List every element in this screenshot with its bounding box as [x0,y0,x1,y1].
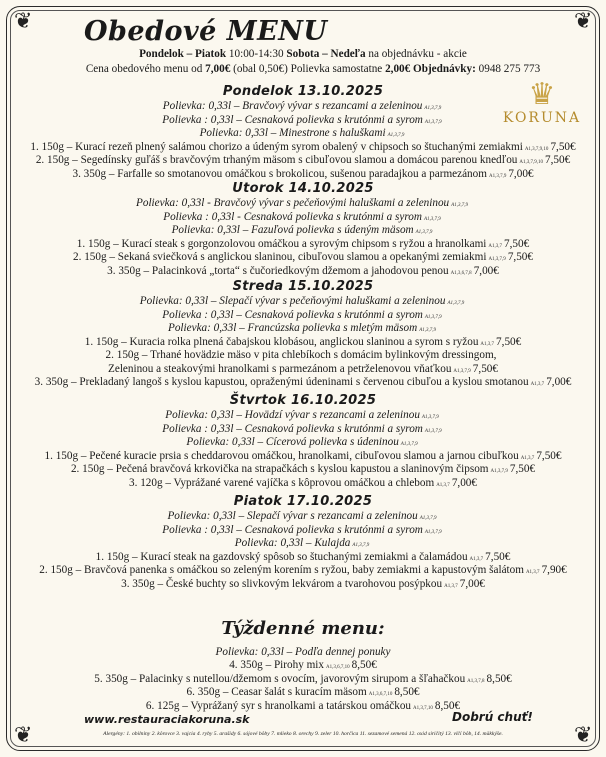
soup-allergens: A1,3,7,9 [447,301,465,306]
weekly-item-allergens: A1,3,6,7,10 [326,665,350,670]
soup-text: Polievka : 0,33l – Cesnaková polievka s krutónmi a syrom [162,422,423,435]
soup-item [0,436,606,448]
soup-item [0,127,606,139]
dish-text: 3. 120g – Vyprážané varené vajíčka s kôprovou omáčkou a chlebom [129,476,435,489]
soup-item [0,309,606,321]
dish-price: 7,00€ [451,476,477,489]
order-label: Objednávky: [413,63,476,75]
soup-item [0,409,606,421]
weekly-item-text: 5. 350g – Palacinky s nutellou/džemom s ovocím, javorovým sirupom a šľahačkou [94,672,466,685]
soup-text: Polievka : 0,33l – Cesnaková polievka s krutónmi a syrom [162,113,423,126]
weekly-item-price: 8,50€ [351,659,377,671]
menu-price: 7,00€ [205,63,231,75]
soup-text: Polievka: 0,33l – Cícerová polievka s údeninou [186,436,399,448]
dish-price: 7,00€ [473,264,499,277]
dish-price: 7,50€ [550,140,576,153]
soup-text: Polievka: 0,33l – Slepačí vývar s pečeňovými haluškami a zeleninou [139,295,446,307]
price-line [10,63,606,75]
dish-text: 3. 350g – Palacinková „torta“ s čučoriedkovým džemom a jahodovou penou [107,264,449,277]
dish-allergens: A1,3,7 [530,382,545,387]
dish-allergens: A1,3,7 [525,570,540,575]
main-dish-item [0,336,606,348]
soup-allergens: A1,3,7,9 [421,415,439,420]
soup-text: Polievka: 0,33l – Kulajda [234,537,351,549]
soup-allergens: A1,3,7,9 [424,428,442,434]
soup-text: Polievka: 0,33l – Francúzska polievka s mletým mäsom [168,322,418,334]
main-dish-item [0,141,606,153]
dish-price: 7,50€ [509,463,536,475]
dish-text: 1. 150g – Kurací steak s gorgonzolovou omáčkou a syrovým chipsom s ryžou a hranolkami [76,237,487,250]
soup-allergens: A1,3,7,9 [419,328,436,333]
soup-allergens: A1,3,7,9 [400,442,418,447]
main-dish-item [0,477,606,489]
dish-text: 1. 150g – Kuracia rolka plnená čabajskou klobásou, anglickou slaninou a syrom s ryžou [84,335,479,348]
weekly-item [0,673,606,685]
weekly-item [0,686,606,698]
soup-allergens: A1,3,7,9 [352,543,370,548]
dish-text: 2. 150g – Sekaná sviečková s anglickou slaninou, cibuľovou slamou a opekanými zemiakmi [73,251,487,263]
dish-price: 7,50€ [545,154,571,166]
dish-text: 3. 350g – Prekladaný langoš s kyslou kapustou, opraženými údeninami s červenou cibuľou a kyslou smotanou [34,376,529,388]
dish-price: 7,00€ [508,167,534,180]
soup-item [0,537,606,549]
main-dish-item [0,376,606,388]
phone-number: 0948 275 773 [475,63,541,75]
ornament-top-right-icon: ❦ [574,8,593,33]
dish-price: 7,00€ [459,577,485,590]
day-heading: Utorok 14.10.2025 [232,181,374,196]
logo-name: KORUNA [502,110,582,126]
ornament-bottom-right-icon: ❦ [574,722,593,747]
dish-allergens: A1,3,7,9 [490,469,508,474]
main-dish-item [0,349,606,361]
dish-price: 7,00€ [546,376,572,388]
day-heading: Piatok 17.10.2025 [233,494,373,509]
goodbye-text: Dobrú chuť! [452,710,533,724]
dish-allergens: A1,3,7,9 [488,257,506,262]
soup-text: Polievka : 0,33l – Cesnaková polievka s krutónmi a syrom [162,308,423,321]
soup-text: Polievka: 0,33l – Minestrone s haluškami [199,127,386,139]
day-heading: Štvrtok 16.10.2025 [229,393,377,408]
price-text-2: (obal 0,50€) Polievka samostatne [230,63,386,75]
soup-text: Polievka : 0,33l – Cesnaková polievka s krutónmi a syrom [162,523,423,536]
dish-price: 7,50€ [496,335,522,348]
main-dish-item [0,168,606,180]
weekly-soup: Polievka: 0,33l – Podľa dennej ponuky [215,646,391,658]
soup-item [0,423,606,435]
main-dish-item [0,251,606,263]
dish-text: 3. 350g – Farfalle so smotanovou omáčkou s brokolicou, sušenou paradajkou a parmezánom [72,167,487,180]
main-dish-item [0,578,606,590]
dish-allergens: A1,3,7 [436,482,450,488]
weekly-menu-title: Týždenné menu: [221,618,385,639]
dish-allergens: A1,3,7,9,10 [524,146,549,152]
dish-allergens: A1,3,7,9,10 [519,160,544,165]
soup-item [0,211,606,223]
dish-price: 7,50€ [504,237,530,250]
dish-allergens: A1,3,6,7,8 [450,270,472,276]
allergen-legend: Alergény: 1. obilniny 2. kôrovce 3. vajcia 4. ryby 5. arašidy 6. sójové bôby 7. mlieko 8. orechy 9. zeler 10. horčica 11. sezamové semená 12. oxid siričitý 13. vlčí bôb, 14. mäkkýše. [103,731,503,737]
weekly-item-text: 6. 125g – Vyprážaný syr s hranolkami a tatárskou omáčkou [145,699,412,712]
soup-text: Polievka: 0,33l - Bravčový vývar s pečeňovými haluškami a zeleninou [136,197,450,209]
soup-text: Polievka: 0,33l – Hovädzí vývar s rezancami a zeleninou [165,409,420,421]
weekday-label: Pondelok – Piatok [139,48,227,60]
dish-price: 7,50€ [507,251,533,263]
main-dish-item [0,450,606,462]
soup-allergens: A1,3,7,9 [387,133,405,138]
dish-text: 1. 150g – Pečené kuracie prsia s cheddarovou omáčkou, hranolkami, cibuľovou slamou a jarnou cibuľkou [44,449,519,462]
weekly-item-allergens: A1,3,7,8 [467,678,485,684]
dish-text: 2. 150g – Trhané hovädzie mäso v pita chlebíkoch s domácim bylinkovým dressingom, [105,349,497,361]
soup-allergens: A1,3,7,9 [424,119,442,125]
soup-text: Polievka: 0,33l – Fazuľová polievka s údeným mäsom [171,224,414,236]
dish-text: 2. 150g – Segedínsky guľáš s bravčovým trhaným mäsom s cibuľovou slamou a domácou parenou knedľou [35,154,518,166]
weekly-item-price: 8,50€ [434,699,461,712]
dish-text: 2. 150g – Bravčová panenka s omáčkou so zeleným korením s ryžou, baby zemiakmi a kapustovým šalátom [39,564,524,576]
dish-allergens: A1,3,7 [488,243,503,249]
weekly-item-allergens: A1,3,7,10 [413,705,433,711]
soup-allergens: A1,3,7,9 [424,529,442,535]
dish-text: Zeleninou a steakovými hranolkami s parmezánom a petrželenovou vňaťkou [108,362,452,375]
main-dish-item [0,238,606,250]
soup-allergens: A1,3,7,9 [415,230,433,235]
soup-allergens: A1,3,7,9 [424,314,442,320]
dish-price: 7,50€ [472,362,498,375]
weekly-item [0,659,606,671]
main-dish-item [0,154,606,166]
dish-allergens: A1,3,7 [469,556,484,562]
soup-allergens: A1,3,7,9 [419,516,437,521]
ornament-top-left-icon: ❦ [14,8,33,33]
soup-item [0,322,606,334]
weekly-item-allergens: A1,3,6,7,10 [368,692,393,697]
weekday-hours: 10:00-14:30 [226,48,287,60]
dish-price: 7,50€ [485,550,511,563]
weekly-item-text: 6. 350g – Ceasar šalát s kuracím mäsom [186,686,367,698]
main-dish-item [0,564,606,576]
soup-text: Polievka : 0,33l - Cesnaková polievka s krutónmi a syrom [163,210,422,223]
dish-allergens: A1,3,7 [480,341,495,347]
main-dish-item [0,551,606,563]
dish-allergens: A1,3,7 [444,583,458,589]
soup-item [0,295,606,307]
soup-allergens: A1,3,7,9 [423,216,441,222]
day-heading: Pondelok 13.10.2025 [222,84,384,99]
main-dish-item [0,363,606,375]
price-text-1: Cena obedového menu od [85,63,206,75]
dish-price: 7,90€ [541,564,567,576]
soup-item [0,524,606,536]
hours-line [0,48,606,60]
soup-text: Polievka: 0,33l – Bravčový vývar s rezancami a zeleninou [162,100,423,112]
soup-text: Polievka: 0,33l – Slepačí vývar s rezancami a zeleninou [167,510,418,522]
weekly-item-price: 8,50€ [394,686,420,698]
soup-item [0,510,606,522]
soup-allergens: A1,3,7,9 [424,106,442,111]
dish-text: 2. 150g – Pečená bravčová krkovička na strapačkách s kyslou kapustou a slaninovým čipsom [70,463,489,475]
menu-title: Obedové MENU [84,16,328,47]
soup-allergens: A1,3,7,9 [451,203,468,208]
soup-item [0,224,606,236]
dish-allergens: A1,3,7,9 [488,173,507,179]
main-dish-item [0,265,606,277]
dish-allergens: A1,3,7 [520,455,535,461]
dish-text: 3. 350g – České buchty so slivkovým lekvárom a tvarohovou posýpkou [121,577,443,590]
day-heading: Streda 15.10.2025 [232,279,374,294]
dish-text: 1. 150g – Kurací rezeň plnený salámou chorizo a údeným syrom obalený v chipsoch so štuchanými zemiakmi [30,140,523,153]
website-link[interactable]: www.restauraciakoruna.sk [84,713,250,726]
weekend-label: Sobota – Nedeľa [286,48,366,60]
dish-price: 7,50€ [536,449,562,462]
weekly-item-price: 8,50€ [486,672,512,685]
dish-allergens: A1,3,7,9 [453,368,471,374]
crown-icon: ♛ [528,78,556,111]
ornament-bottom-left-icon: ❦ [14,722,33,747]
soup-price: 2,00€ [385,63,411,75]
weekend-note: na objednávku - akcie [365,48,467,60]
weekly-item-text: 4. 350g – Pirohy mix [229,659,324,671]
soup-item [0,197,606,209]
soup-item [0,100,606,112]
soup-item [0,114,606,126]
dish-text: 1. 150g – Kurací steak na gazdovský spôsob so štuchanými zemiakmi a čalamádou [95,550,468,563]
main-dish-item [0,463,606,475]
